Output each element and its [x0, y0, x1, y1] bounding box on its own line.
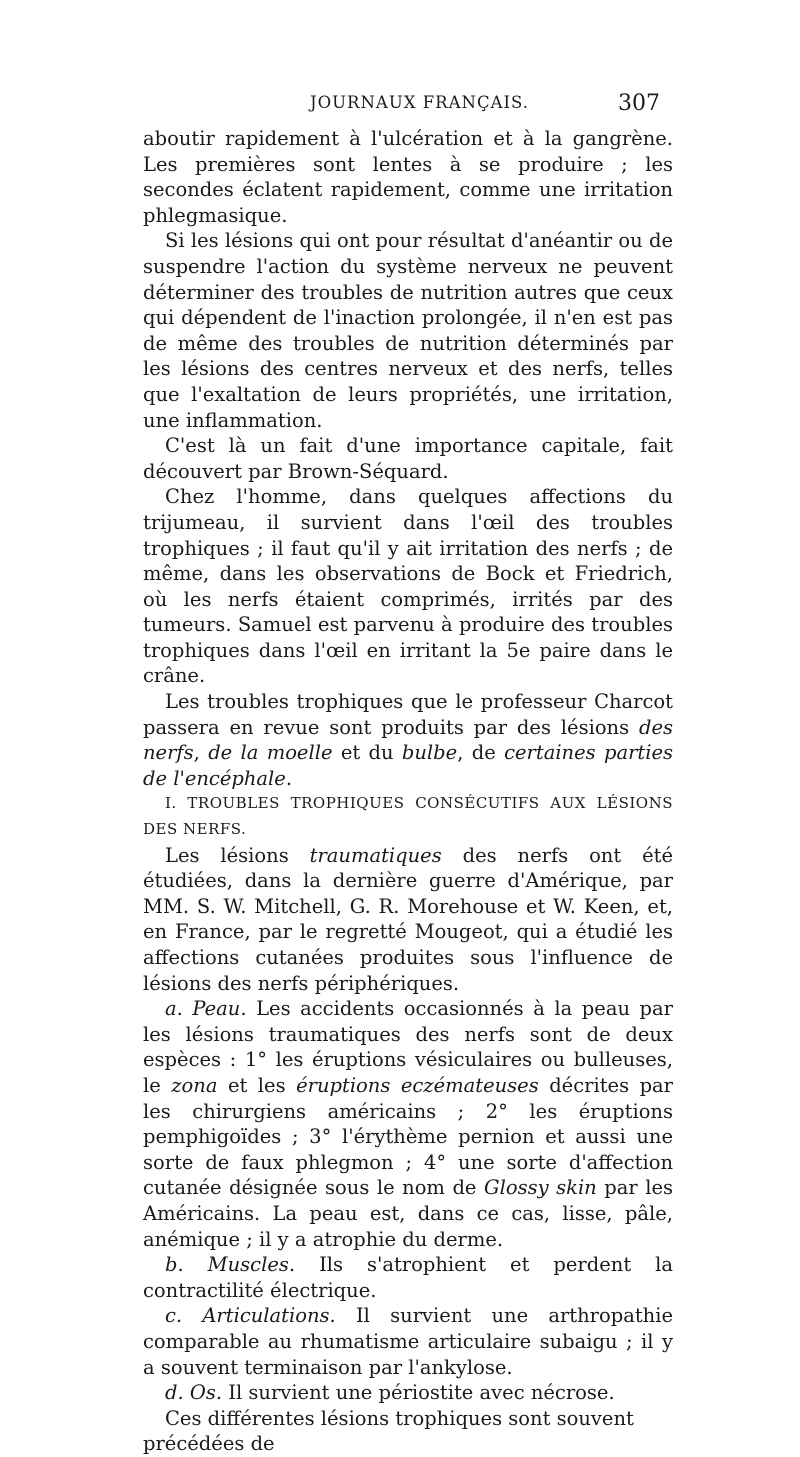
- paragraph-11: Ces différentes lésions trophiques sont souvent précédées de: [143, 1406, 634, 1456]
- paragraph-10-label: d. Os.: [165, 1381, 223, 1405]
- section-heading: I. TROUBLES TROPHIQUES CONSÉCUTIFS AUX LÉSIONS DES NERFS.: [143, 794, 673, 839]
- paragraph-5-sep-2: et du: [332, 741, 394, 765]
- paragraph-7-em-2: éruptions eczémateuses: [296, 1073, 539, 1097]
- paragraph-9: [143, 1303, 673, 1380]
- paragraph-6: [143, 843, 673, 997]
- paragraph-5-em-2: de la moelle: [208, 741, 333, 765]
- paragraph-6-a: Les lésions: [165, 843, 289, 867]
- running-title: JOURNAUX FRANÇAIS.: [310, 93, 529, 112]
- paragraph-5: [143, 689, 673, 791]
- paragraph-7: [143, 996, 673, 1252]
- paragraph-7-c: décrites par les chirurgiens américains ; 2° les éruptions pemphigoïdes ; 3° l'érythème pernion et aussi une sorte de faux phlegmon ; 4° une sorte d'affection cutanée désignée sous le nom de: [143, 1073, 673, 1200]
- paragraph-5-end: .: [285, 766, 293, 790]
- body-text: [143, 126, 673, 1457]
- paragraph-3: C'est là un fait d'une importance capitale, fait découvert par Brown-Séquard.: [143, 434, 673, 483]
- paragraph-10: [143, 1380, 673, 1406]
- paragraph-6-b: des nerfs ont été étudiées, dans la dernière guerre d'Amérique, par MM. S. W. Mitchell, G. R. Morehouse et W. Keen, et, en France, par le regretté Mougeot, qui a étudié les affections cutanées produites sous l'influence de lésions des nerfs périphériques.: [143, 843, 674, 995]
- paragraph-5-text: Les troubles trophiques que le professeur Charcot passera en revue sont produits par des lésions: [143, 690, 673, 739]
- paragraph-4: Chez l'homme, dans quelques affections du trijumeau, il survient dans l'œil des troubles trophiques ; il faut qu'il y ait irritation des nerfs ; de même, dans les observations de Bock et Friedrich, où les nerfs étaient comprimés, irrités par des tumeurs. Samuel est parvenu à produire des troubles trophiques dans l'œil en irritant la 5e paire dans le crâne.: [143, 485, 673, 688]
- paragraph-8-text: Ils s'atrophient et perdent la contractilité électrique.: [143, 1253, 673, 1302]
- paragraph-8: [143, 1252, 673, 1303]
- page-header: [0, 91, 800, 121]
- paragraph-8-label: b. Muscles.: [165, 1253, 296, 1277]
- paragraph-5-sep-1: ,: [193, 741, 200, 765]
- paragraph-2: Si les lésions qui ont pour résultat d'anéantir ou de suspendre l'action du système nerveux ne peuvent déterminer des troubles de nutrition autres que ceux qui dépendent de l'inaction prolongée, il n'en est pas de même des troubles de nutrition déterminés par les lésions des centres nerveux et des nerfs, telles que l'exaltation de leurs propriétés, une irritation, une inflammation.: [143, 229, 673, 432]
- page-number: 307: [618, 91, 660, 116]
- paragraph-10-text: Il survient une périostite avec nécrose.: [228, 1381, 615, 1405]
- paragraph-5-sep-3: , de: [457, 741, 496, 765]
- paragraph-7-b: et les: [227, 1073, 286, 1097]
- paragraph-7-em-3: Glossy skin: [484, 1176, 597, 1200]
- paragraph-5-em-4: certaines parties de l'encéphale: [143, 741, 674, 790]
- paragraph-5-em-3: bulbe: [401, 741, 458, 765]
- paragraph-7-a: Les accidents occasionnés à la peau par les lésions traumatiques des nerfs sont de deux espèces : 1° les éruptions vésiculaires ou bulleuses, le: [143, 997, 673, 1097]
- paragraph-9-text: Il survient une arthropathie comparable au rhumatisme articulaire subaigu ; il y a souvent terminaison par l'ankylose.: [143, 1304, 674, 1379]
- paragraph-9-label: c. Articulations.: [165, 1304, 336, 1328]
- paragraph-5-em-1: des nerfs: [143, 715, 674, 765]
- paragraph-1: aboutir rapidement à l'ulcération et à la gangrène. Les premières sont lentes à se produire ; les secondes éclatent rapidement, comme une irritation phlegmasique.: [143, 127, 673, 227]
- paragraph-7-em-1: zona: [171, 1073, 218, 1097]
- paragraph-7-label: a. Peau.: [165, 997, 247, 1021]
- paragraph-6-em: traumatiques: [309, 843, 442, 867]
- paragraph-7-d: par les Américains. La peau est, dans ce cas, lisse, pâle, anémique ; il y a atrophie du derme.: [143, 1176, 674, 1251]
